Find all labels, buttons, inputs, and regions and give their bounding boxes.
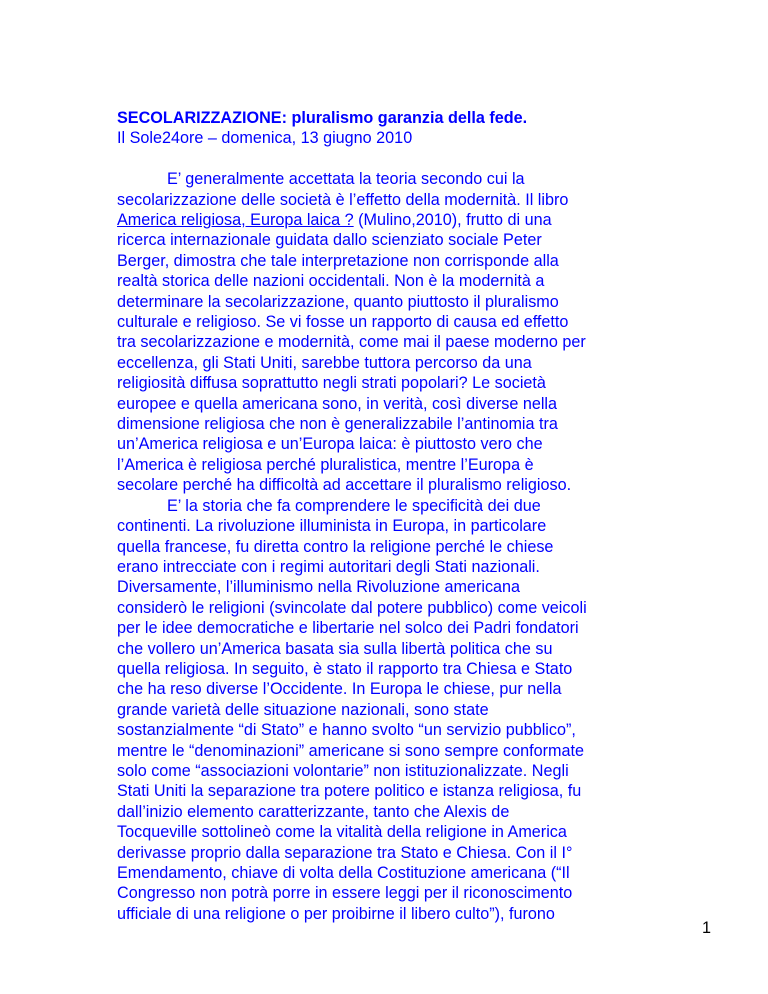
text-line: quella francese, fu diretta contro la religione perché le chiese xyxy=(117,537,554,556)
text-line: secolare perché ha difficoltà ad accettare il pluralismo religioso. xyxy=(117,476,572,495)
article-source: Il Sole24ore – domenica, 13 giugno 2010 xyxy=(117,129,413,148)
text-line-with-link xyxy=(117,210,717,230)
text-line: sostanzialmente “di Stato” e hanno svolto “un servizio pubblico”, xyxy=(117,721,576,740)
book-title-link[interactable]: America religiosa, Europa laica ? xyxy=(117,211,354,230)
text-line: E’ generalmente accettata la teoria secondo cui la xyxy=(167,170,525,189)
text-line: tra secolarizzazione e modernità, come mai il paese moderno per xyxy=(117,333,586,352)
text-line-rest: (Mulino,2010), frutto di una xyxy=(358,211,552,230)
article-title: SECOLARIZZAZIONE: pluralismo garanzia della fede. xyxy=(117,109,528,127)
text-line: che vollero un’America basata sia sulla libertà politica che su xyxy=(117,639,553,658)
text-line: dall’inizio elemento caratterizzante, tanto che Alexis de xyxy=(117,802,510,821)
text-line: realtà storica delle nazioni occidentali. Non è la modernità a xyxy=(117,272,545,291)
text-line: Diversamente, l’illuminismo nella Rivoluzione americana xyxy=(117,578,521,597)
text-line: europee e quella americana sono, in verità, così diverse nella xyxy=(117,394,558,413)
text-line: quella religiosa. In seguito, è stato il rapporto tra Chiesa e Stato xyxy=(117,659,573,678)
article-body xyxy=(117,108,717,924)
text-line: religiosità diffusa soprattutto negli strati popolari? Le società xyxy=(117,374,546,393)
text-line: che ha reso diverse l’Occidente. In Europa le chiese, pur nella xyxy=(117,680,562,699)
text-line: grande varietà delle situazione nazionali, sono state xyxy=(117,700,489,719)
text-line: derivasse proprio dalla separazione tra Stato e Chiesa. Con il I° xyxy=(117,843,573,862)
text-line: considerò le religioni (svincolate dal potere pubblico) come veicoli xyxy=(117,598,587,617)
page-number: 1 xyxy=(702,919,712,937)
text-line: eccellenza, gli Stati Uniti, sarebbe tuttora percorso da una xyxy=(117,353,532,372)
text-line: E’ la storia che fa comprendere le specificità dei due xyxy=(167,496,541,515)
text-line: secolarizzazione delle società è l’effetto della modernità. Il libro xyxy=(117,190,569,209)
text-line: Emendamento, chiave di volta della Costituzione americana (“Il xyxy=(117,864,570,883)
text-line: dimensione religiosa che non è generalizzabile l’antinomia tra xyxy=(117,415,558,434)
text-line: determinare la secolarizzazione, quanto piuttosto il pluralismo xyxy=(117,292,559,311)
text-line: per le idee democratiche e libertarie nel solco dei Padri fondatori xyxy=(117,619,579,638)
text-line: ricerca internazionale guidata dallo scienziato sociale Peter xyxy=(117,231,542,250)
text-line: Tocqueville sottolineò come la vitalità della religione in America xyxy=(117,823,567,842)
text-line: continenti. La rivoluzione illuminista in Europa, in particolare xyxy=(117,517,547,536)
text-line: culturale e religioso. Se vi fosse un rapporto di causa ed effetto xyxy=(117,313,569,332)
text-line: l’America è religiosa perché pluralistica, mentre l’Europa è xyxy=(117,455,534,474)
text-line: erano intrecciate con i regimi autoritari degli Stati nazionali. xyxy=(117,557,540,576)
text-line: un’America religiosa e un’Europa laica: è piuttosto vero che xyxy=(117,435,543,454)
text-line: solo come “associazioni volontarie” non istituzionalizzate. Negli xyxy=(117,761,569,780)
text-line: mentre le “denominazioni” americane si sono sempre conformate xyxy=(117,741,584,760)
text-line: Congresso non potrà porre in essere leggi per il riconoscimento xyxy=(117,884,573,903)
text-line: Stati Uniti la separazione tra potere politico e istanza religiosa, fu xyxy=(117,782,582,801)
text-line: Berger, dimostra che tale interpretazione non corrisponde alla xyxy=(117,251,559,270)
text-line: ufficiale di una religione o per proibirne il libero culto”), furono xyxy=(117,904,555,923)
